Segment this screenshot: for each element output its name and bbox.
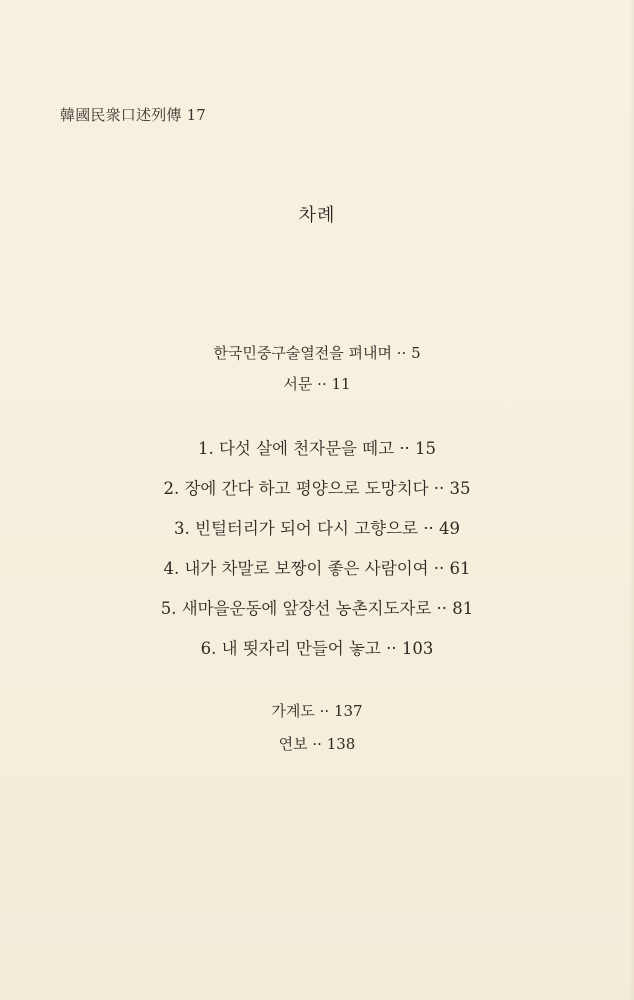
toc-entry-chapter-2: 2. 장에 간다 하고 평양으로 도망치다 ·· 35 (163, 479, 471, 498)
contents-heading: 차례 (298, 205, 336, 226)
toc-entry-chapter-4: 4. 내가 차말로 보짱이 좋은 사람이여 ·· 61 (163, 559, 471, 578)
toc-entry-chapter-1: 1. 다섯 살에 천자문을 떼고 ·· 15 (197, 439, 437, 458)
series-title: 韓國民衆口述列傳 17 (60, 106, 207, 124)
toc-entry-chapter-5: 5. 새마을운동에 앞장선 농촌지도자로 ·· 81 (160, 599, 474, 618)
toc-entry-preface: 한국민중구술열전을 펴내며 ·· 5 (213, 344, 421, 362)
toc-entry-introduction: 서문 ·· 11 (283, 375, 351, 393)
toc-entry-chapter-6: 6. 내 뙷자리 만들어 놓고 ·· 103 (200, 639, 434, 658)
page-edge-shadow (630, 0, 634, 1000)
toc-entry-chapter-3: 3. 빈털터리가 되어 다시 고향으로 ·· 49 (174, 519, 460, 538)
toc-entry-family-tree: 가계도 ·· 137 (271, 702, 363, 720)
toc-entry-chronology: 연보 ·· 138 (278, 735, 356, 753)
